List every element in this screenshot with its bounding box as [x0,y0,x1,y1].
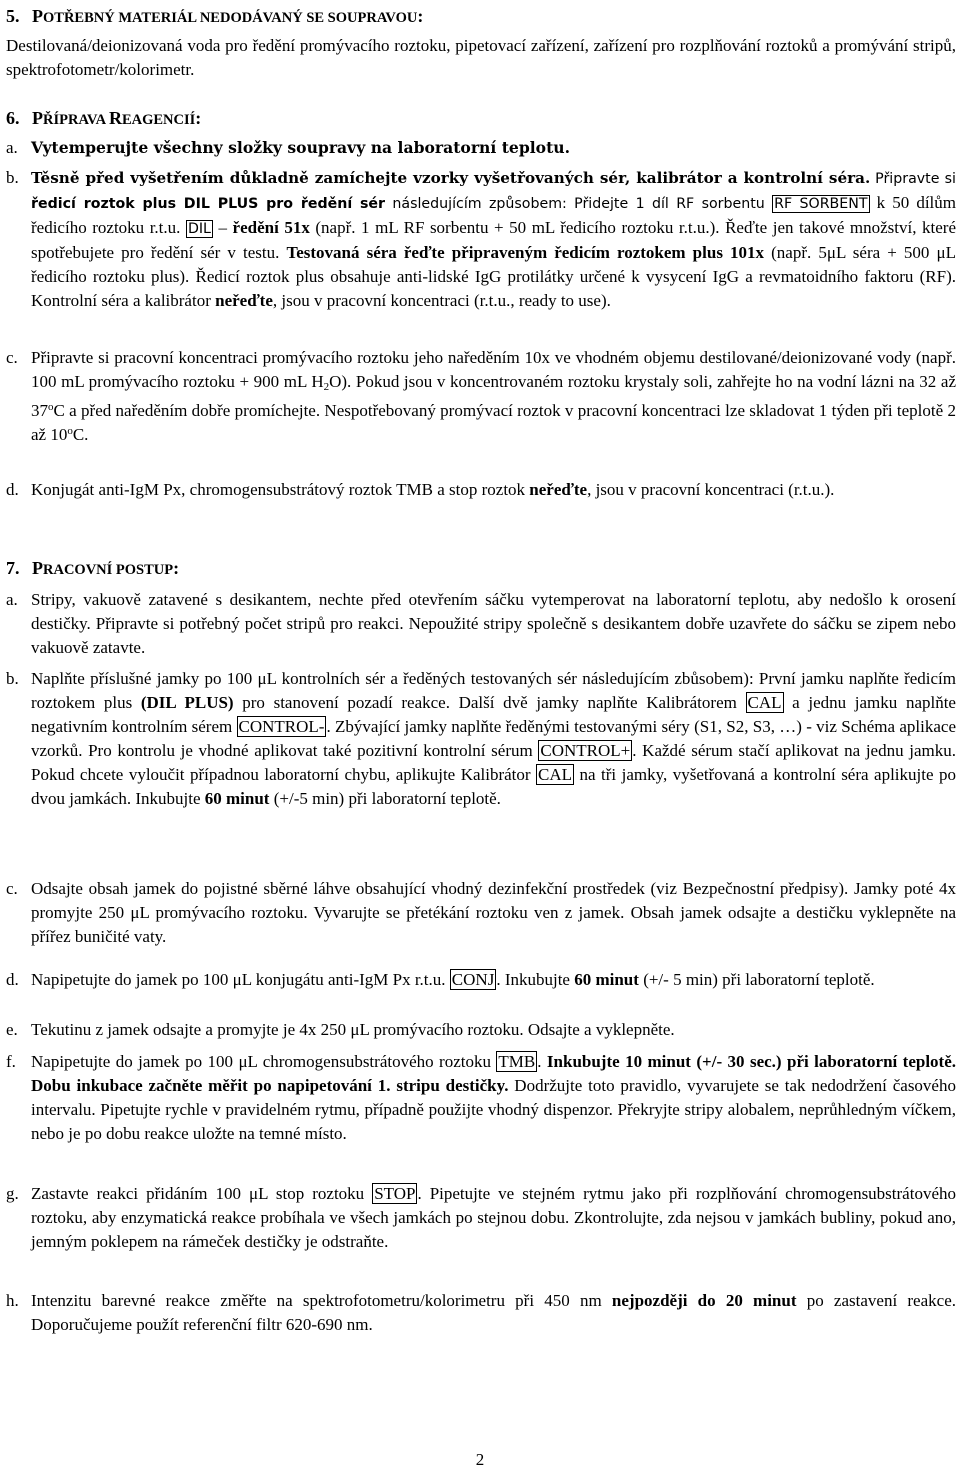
section-5-heading [6,4,423,30]
text-run: Napipetujte do jamek po 100 μL konjugátu anti-IgM Px r.t.u. [31,970,450,989]
text-run: Konjugát anti-IgM Px, chromogensubstrátový roztok TMB a stop roztok [31,480,530,499]
mixing-instruction: Těsně před vyšetřením důkladně zamíchejte vzorky vyšetřovaných sér, kalibrátor a kontrolní séra. [31,169,871,187]
item-text [31,667,956,811]
text-run: a jednu jamku naplňte negativním kontrolním sérem [31,693,956,736]
reagent-label-dil: DIL [187,221,211,237]
section-7-heading [6,556,179,582]
section-7-item-h [6,1289,956,1337]
item-text [31,1050,956,1146]
section-6-heading [6,106,201,132]
reagent-label-cal: CAL [747,693,782,712]
item-label: c. [6,348,18,367]
section-7-title: RACOVNÍ POSTUP [43,562,174,578]
dilution-ratio: ředění 51x [232,218,310,237]
section-6-title-b: EAGENCIÍ [121,112,196,128]
text-run: , jsou v pracovní koncentraci (r.t.u., ready to use). [272,291,611,310]
section-7-item-c [6,877,956,949]
text-run: Připravte si pracovní koncentraci promývacího roztoku jeho naředěním 10x ve vhodném objemu destilované/deionizované vody (např. 100 mL promývacího roztoku + 900 mL H [31,348,956,391]
text-run: následujícím způsobem: Přidejte 1 díl RF sorbentu [385,196,773,212]
text-run: – [212,218,233,237]
text-run: (+/- 5 min) při laboratorní teplotě. [638,970,875,989]
item-label: h. [6,1291,19,1310]
reagent-label-stop: STOP [374,1184,416,1203]
item-text: Odsajte obsah jamek do pojistné sběrné láhve obsahující vhodný dezinfekční prostředek (viz Bezpečnostní předpisy). Jamky poté 4x promyjte 250 μL promývacího roztoku. Vyvarujte se přetékání roztoku ven z jamek. Obsah jamek odsajte a destičku vyklepněte na přířez buničité vaty. [31,879,956,946]
item-label: d. [6,480,19,499]
item-text [31,346,956,447]
section-7-item-e [6,1018,956,1042]
item-label: f. [6,1052,16,1071]
text-run: pro stanovení pozadí reakce. Další dvě jamky naplňte Kalibrátorem [233,693,746,712]
text-run: Zastavte reakci přidáním 100 μL stop roztoku [31,1184,373,1203]
text-run: , jsou v pracovní koncentraci (r.t.u.). [587,480,835,499]
section-7-item-f [6,1050,956,1146]
reagent-label-conj: CONJ [451,970,495,989]
section-6-item-a [6,136,956,160]
item-label: d. [6,970,19,989]
item-text [31,1289,956,1337]
subscript: 2 [323,381,330,393]
item-text [31,968,956,992]
section-5-text: Destilovaná/deionizovaná voda pro ředění promývacího roztoku, pipetovací zařízení, zařízení pro rozplňování roztoků a promývání stripů, spektrofotometr/kolorimetr. [6,36,956,79]
item-label: b. [6,669,19,688]
section-7-number: 7. [6,558,20,578]
item-label: a. [6,590,18,609]
diluent-name: ředicí roztok plus DIL PLUS pro ředění sér [31,196,386,212]
text-run: C a před naředěním dobře promíchejte. Nespotřebovaný promývací roztok v pracovní koncentraci lze skladovat 1 týden při teplotě 2 až 10 [31,401,956,444]
superscript: o [48,401,54,413]
serum-dilution: Testovaná séra řeďte připraveným ředicím roztokem plus 101x [286,243,765,262]
text-run: Napipetujte do jamek po 100 μL chromogensubstrátového roztoku [31,1052,497,1071]
text-run: (např. 5μL séra + 500 μL ředicího roztoku plus). Ředicí roztok plus obsahuje anti-lidské IgG protilátky určené k vysycení IgG a revmatoidního faktoru (RF). Kontrolní séra a kalibrátor [31,243,956,310]
section-7-item-a [6,588,956,660]
section-5-colon: : [417,6,424,26]
item-text [31,166,956,313]
item-label: g. [6,1184,19,1203]
item-text [31,1182,956,1254]
text-run: . Každé sérum stačí aplikovat na jednu jamku. Pokud chcete vyloučit případnou laboratorní chybu, aplikujte Kalibrátor [31,741,956,784]
reagent-label-rf-sorbent: RF SORBENT [774,196,868,212]
section-7-colon: : [173,558,180,578]
text-run: Dodržujte toto pravidlo, vyvarujete se tak nedodržení časového intervalu. Pipetujte rychle v pravidelném rytmu, případně použijte vhodný dispenzor. Překryjte stripy alobalem, neprůhledným víčkem, nebo je po dobu reakce uložte na temné místo. [31,1076,956,1143]
item-text: Vytemperujte všechny složky soupravy na laboratorní teplotu. [31,138,571,157]
text-run: O). Pokud jsou v koncentrovaném roztoku krystaly soli, zahřejte ho na vodní lázni na 32 až 37 [31,372,956,420]
section-7-title-initial: P [32,558,43,578]
item-text: Stripy, vakuově zatavené s desikantem, nechte před otevřením sáčku vytemperovat na laboratorní teplotu, aby nedošlo k orosení destičky. Připravte si potřebný počet stripů pro reakci. Nepoužité stripy společně s desikantem dobře uzavřete do sáčku se zipem nebo vakuově zatavte. [31,590,956,657]
section-5-title: OTŘEBNÝ MATERIÁL NEDODÁVANÝ SE SOUPRAVOU [43,10,418,26]
section-6-title-initial: P [32,108,43,128]
item-label: b. [6,168,19,187]
section-7-item-g [6,1182,956,1254]
section-7-item-b [6,667,956,811]
read-deadline: nejpozději do 20 minut [611,1291,797,1310]
text-run: po zastavení reakce. Doporučujeme použít referenční filtr 620-690 nm. [31,1291,956,1334]
text-run: k 50 dílům ředicího roztoku r.t.u. [31,193,956,237]
section-5-number: 5. [6,6,20,26]
section-6-number: 6. [6,108,20,128]
text-run: . Inkubujte [496,970,575,989]
superscript: o [67,425,73,437]
section-6-colon: : [195,108,202,128]
do-not-dilute: neřeďte [215,291,273,310]
text-run: . Zbývající jamky naplňte ředěnými testovanými séry (S1, S2, S3, …) - viz Schéma aplikace vzorků. Pro kontrolu je vhodné aplikovat také pozitivní kontrolní sérum [31,717,956,760]
text-run: . Pipetujte ve stejném rytmu jako při rozplňování chromogensubstrátového roztoku, aby enzymatická reakce probíhala ve všech jamkách po stejnou dobu. Zkontrolujte, zda nejsou v jamkách bubliny, pokud ano, jemným poklepem na rámeček destičky je odstraňte. [31,1184,956,1251]
text-run: (+/-5 min) při laboratorní teplotě. [269,789,501,808]
item-label: c. [6,879,18,898]
section-6-item-c-visible [6,346,956,447]
item-text: Tekutinu z jamek odsajte a promyjte je 4x 250 μL promývacího roztoku. Odsajte a vyklepněte. [31,1020,675,1039]
reagent-label-cal-2: CAL [538,765,573,784]
section-6-item-d [6,478,956,502]
section-6-title-a: ŘÍPRAVA [43,112,109,128]
incubation-time: 60 minut [574,970,639,989]
section-5-title-initial: P [32,6,43,26]
text-run: C. [72,425,89,444]
text-run: Intenzitu barevné reakce změřte na spektrofotometru/kolorimetru při 450 nm [31,1291,612,1310]
reagent-label-control-pos: CONTROL+ [540,741,631,760]
do-not-dilute: neřeďte [529,480,588,499]
dil-plus: (DIL PLUS) [140,693,234,712]
item-text [31,478,956,502]
section-7-item-d [6,968,956,992]
item-label: e. [6,1020,18,1039]
text-run: Naplňte příslušné jamky po 100 μL kontrolních sér a ředěných testovaných sér následujícím zbůsobem): První jamku naplňte ředicím roztokem plus [31,669,956,712]
section-6-title-initial-2: R [108,108,122,128]
reagent-label-tmb: TMB [498,1052,536,1071]
text-run: (např. 1 mL RF sorbentu + 50 mL ředicího roztoku r.t.u.). [309,218,726,237]
reagent-label-control-neg: CONTROL- [238,717,325,736]
section-6-item-b [6,166,956,313]
item-label: a. [6,138,18,157]
text-run: . [537,1052,547,1071]
text-run: na tři jamky, vyšetřovaná a kontrolní séra aplikujte po dvou jamkách. Inkubujte [31,765,956,808]
text-run: Řeďte jen takové množství, které spotřebujete pro ředění sér v testu. [31,218,956,262]
incubation-time: 60 minut [204,789,270,808]
text-run: Připravte si [875,171,956,187]
incubation-instruction: Inkubujte 10 minut (+/- 30 sec.) při laboratorní teplotě. Dobu inkubace začněte měřit po napipetování 1. stripu destičky. [31,1052,957,1095]
page-number: 2 [475,1450,485,1469]
